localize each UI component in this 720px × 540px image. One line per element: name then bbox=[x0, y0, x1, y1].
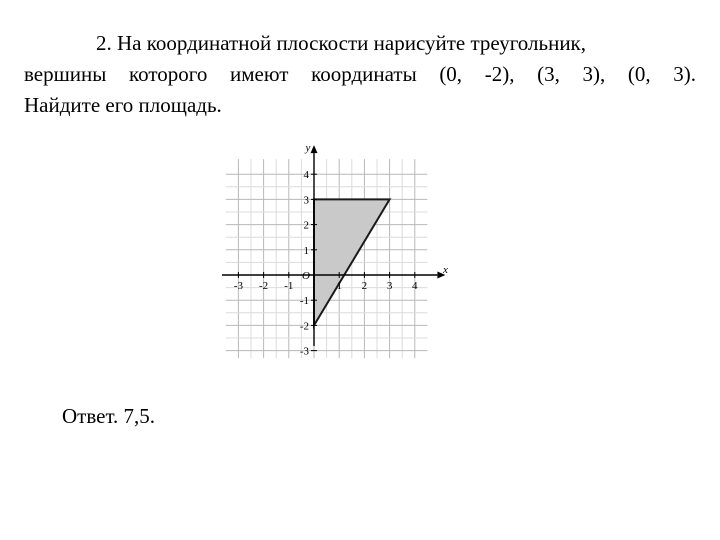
problem-line-3: Найдите его площадь. bbox=[24, 93, 222, 117]
problem-line-1: 2. На координатной плоскости нарисуйте треугольник, bbox=[96, 31, 587, 55]
y-tick-label: -1 bbox=[299, 295, 309, 308]
x-tick-label: -2 bbox=[259, 280, 269, 292]
y-tick-label: 4 bbox=[303, 169, 309, 182]
y-axis-label: y bbox=[305, 142, 311, 155]
x-tick-label: 3 bbox=[386, 280, 393, 292]
y-tick-label: -2 bbox=[299, 320, 309, 333]
y-tick-label: -3 bbox=[299, 345, 309, 358]
y-axis-arrow bbox=[311, 145, 318, 153]
y-tick-label: 3 bbox=[303, 194, 309, 207]
x-tick-label: 1 bbox=[336, 280, 342, 292]
problem-text bbox=[24, 28, 696, 121]
x-tick-label: 2 bbox=[361, 280, 368, 292]
y-tick-label: 2 bbox=[303, 219, 309, 232]
x-tick-label: 4 bbox=[412, 280, 418, 292]
answer-text: Ответ. 7,5. bbox=[62, 404, 156, 428]
x-axis-label: x bbox=[442, 264, 448, 276]
x-tick-label: -1 bbox=[284, 280, 294, 292]
problem-line-2: вершины которого имеют координаты (0, -2), (3, 3), (0, 3). bbox=[24, 62, 696, 86]
coordinate-plane bbox=[220, 138, 448, 358]
y-tick-label: 1 bbox=[303, 244, 309, 257]
x-tick-label: -3 bbox=[233, 280, 243, 292]
origin-label: O bbox=[302, 270, 310, 282]
